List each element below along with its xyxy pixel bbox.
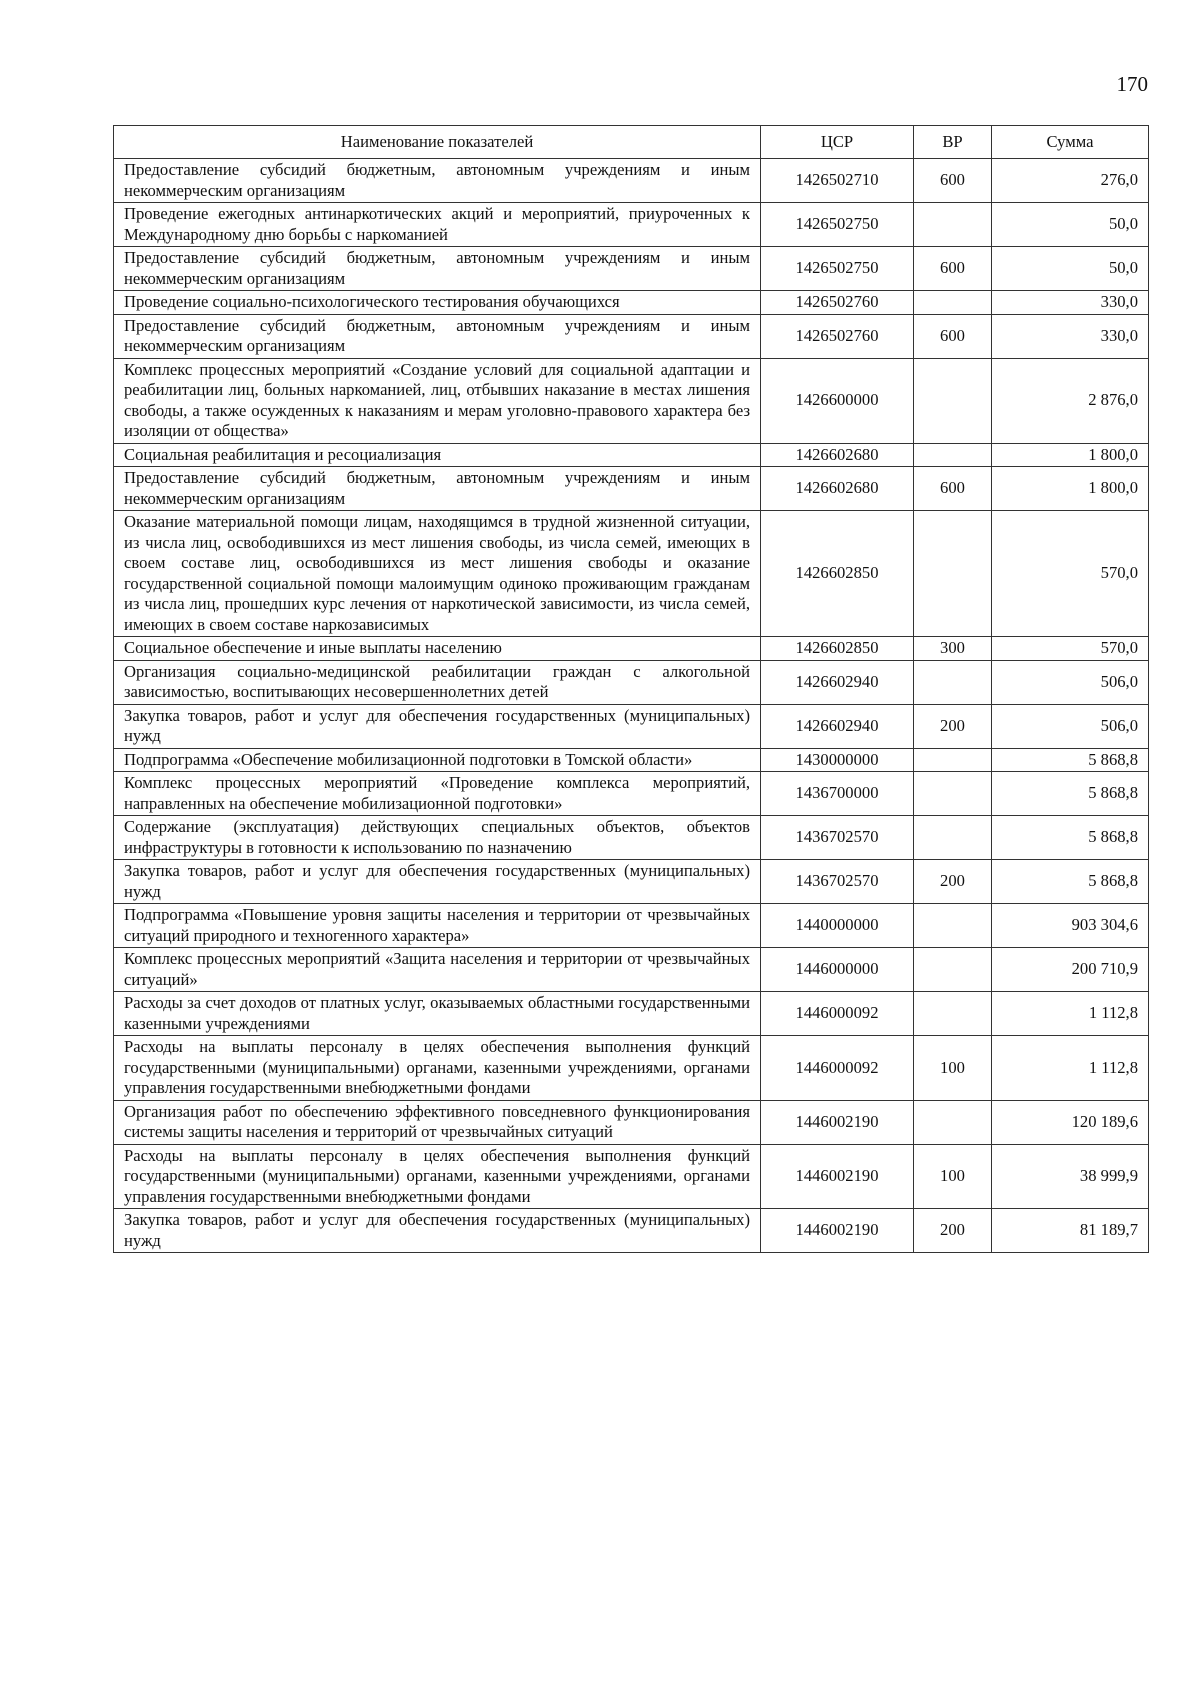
row-vr-cell: 600 bbox=[914, 314, 992, 358]
row-sum-cell: 1 112,8 bbox=[992, 1036, 1149, 1101]
row-name-cell: Проведение ежегодных антинаркотических акций и мероприятий, приуроченных к Международному дню борьбы с наркоманией bbox=[114, 203, 761, 247]
row-name-cell: Организация работ по обеспечению эффективного повседневного функционирования системы защиты населения и территорий от чрезвычайных ситуаций bbox=[114, 1100, 761, 1144]
row-csr-cell: 1426602680 bbox=[761, 467, 914, 511]
row-name-cell: Предоставление субсидий бюджетным, автономным учреждениям и иным некоммерческим организациям bbox=[114, 467, 761, 511]
row-name-cell: Оказание материальной помощи лицам, находящимся в трудной жизненной ситуации, из числа лиц, освободившихся из мест лишения свободы, из числа семей, имеющих в своем составе лиц, освободившихся из мест лишения свободы и оказание государственной социальной помощи малоимущим одиноко проживающим гражданам из числа лиц, прошедших курс лечения от наркотической зависимости, из числа семей, имеющих в своем составе наркозависимых bbox=[114, 511, 761, 637]
table-row bbox=[114, 314, 1149, 358]
row-name-cell: Социальная реабилитация и ресоциализация bbox=[114, 443, 761, 467]
row-name-cell: Расходы на выплаты персоналу в целях обеспечения выполнения функций государственными (муниципальными) органами, казенными учреждениями, органами управления государственными внебюджетными фондами bbox=[114, 1144, 761, 1209]
row-vr-cell: 600 bbox=[914, 247, 992, 291]
row-sum-cell: 200 710,9 bbox=[992, 948, 1149, 992]
row-name-cell: Закупка товаров, работ и услуг для обеспечения государственных (муниципальных) нужд bbox=[114, 1209, 761, 1253]
row-vr-cell: 200 bbox=[914, 860, 992, 904]
table-row bbox=[114, 203, 1149, 247]
row-vr-cell: 200 bbox=[914, 704, 992, 748]
table-body bbox=[114, 159, 1149, 1253]
row-vr-cell bbox=[914, 660, 992, 704]
row-sum-cell: 903 304,6 bbox=[992, 904, 1149, 948]
row-csr-cell: 1426602940 bbox=[761, 704, 914, 748]
row-csr-cell: 1446002190 bbox=[761, 1100, 914, 1144]
row-vr-cell: 600 bbox=[914, 159, 992, 203]
row-name-cell: Социальное обеспечение и иные выплаты населению bbox=[114, 637, 761, 661]
row-name-cell: Закупка товаров, работ и услуг для обеспечения государственных (муниципальных) нужд bbox=[114, 704, 761, 748]
table-row bbox=[114, 860, 1149, 904]
row-name-cell: Организация социально-медицинской реабилитации граждан с алкогольной зависимостью, воспитывающих несовершеннолетних детей bbox=[114, 660, 761, 704]
row-name-cell: Подпрограмма «Обеспечение мобилизационной подготовки в Томской области» bbox=[114, 748, 761, 772]
row-name-cell: Предоставление субсидий бюджетным, автономным учреждениям и иным некоммерческим организациям bbox=[114, 314, 761, 358]
row-vr-cell bbox=[914, 992, 992, 1036]
row-name-cell: Закупка товаров, работ и услуг для обеспечения государственных (муниципальных) нужд bbox=[114, 860, 761, 904]
table-row bbox=[114, 1144, 1149, 1209]
row-csr-cell: 1446002190 bbox=[761, 1144, 914, 1209]
row-csr-cell: 1426602680 bbox=[761, 443, 914, 467]
row-csr-cell: 1426502710 bbox=[761, 159, 914, 203]
table-row bbox=[114, 443, 1149, 467]
table-row bbox=[114, 159, 1149, 203]
header-sum: Сумма bbox=[992, 126, 1149, 159]
table-row bbox=[114, 358, 1149, 443]
row-vr-cell bbox=[914, 511, 992, 637]
row-sum-cell: 5 868,8 bbox=[992, 772, 1149, 816]
row-name-cell: Проведение социально-психологического тестирования обучающихся bbox=[114, 291, 761, 315]
row-csr-cell: 1426502760 bbox=[761, 291, 914, 315]
row-name-cell: Комплекс процессных мероприятий «Защита населения и территории от чрезвычайных ситуаций» bbox=[114, 948, 761, 992]
row-csr-cell: 1426602850 bbox=[761, 511, 914, 637]
row-vr-cell bbox=[914, 1100, 992, 1144]
row-name-cell: Комплекс процессных мероприятий «Создание условий для социальной адаптации и реабилитации лиц, больных наркоманией, лиц, отбывших наказание в местах лишения свободы, а также осужденных к наказаниям и мерам уголовно-правового характера без изоляции от общества» bbox=[114, 358, 761, 443]
row-sum-cell: 330,0 bbox=[992, 291, 1149, 315]
table-row bbox=[114, 992, 1149, 1036]
row-name-cell: Расходы на выплаты персоналу в целях обеспечения выполнения функций государственными (муниципальными) органами, казенными учреждениями, органами управления государственными внебюджетными фондами bbox=[114, 1036, 761, 1101]
row-vr-cell: 300 bbox=[914, 637, 992, 661]
table-row bbox=[114, 904, 1149, 948]
row-sum-cell: 81 189,7 bbox=[992, 1209, 1149, 1253]
row-sum-cell: 50,0 bbox=[992, 203, 1149, 247]
row-sum-cell: 570,0 bbox=[992, 637, 1149, 661]
row-name-cell: Предоставление субсидий бюджетным, автономным учреждениям и иным некоммерческим организациям bbox=[114, 159, 761, 203]
row-vr-cell bbox=[914, 443, 992, 467]
table-row bbox=[114, 1036, 1149, 1101]
row-vr-cell bbox=[914, 748, 992, 772]
table-row bbox=[114, 247, 1149, 291]
row-vr-cell: 600 bbox=[914, 467, 992, 511]
row-csr-cell: 1446000000 bbox=[761, 948, 914, 992]
row-sum-cell: 50,0 bbox=[992, 247, 1149, 291]
table-row bbox=[114, 816, 1149, 860]
row-name-cell: Подпрограмма «Повышение уровня защиты населения и территории от чрезвычайных ситуаций природного и техногенного характера» bbox=[114, 904, 761, 948]
table-row bbox=[114, 660, 1149, 704]
row-sum-cell: 1 800,0 bbox=[992, 467, 1149, 511]
row-sum-cell: 5 868,8 bbox=[992, 860, 1149, 904]
row-vr-cell bbox=[914, 948, 992, 992]
table-header-row bbox=[114, 126, 1149, 159]
row-csr-cell: 1426502750 bbox=[761, 247, 914, 291]
row-name-cell: Предоставление субсидий бюджетным, автономным учреждениям и иным некоммерческим организациям bbox=[114, 247, 761, 291]
row-csr-cell: 1436702570 bbox=[761, 816, 914, 860]
row-csr-cell: 1426602940 bbox=[761, 660, 914, 704]
row-csr-cell: 1436702570 bbox=[761, 860, 914, 904]
row-csr-cell: 1446000092 bbox=[761, 992, 914, 1036]
header-csr: ЦСР bbox=[761, 126, 914, 159]
row-name-cell: Расходы за счет доходов от платных услуг, оказываемых областными государственными казенными учреждениями bbox=[114, 992, 761, 1036]
row-sum-cell: 1 112,8 bbox=[992, 992, 1149, 1036]
row-csr-cell: 1446000092 bbox=[761, 1036, 914, 1101]
row-vr-cell: 100 bbox=[914, 1144, 992, 1209]
row-sum-cell: 506,0 bbox=[992, 660, 1149, 704]
table-row bbox=[114, 772, 1149, 816]
table-row bbox=[114, 291, 1149, 315]
row-sum-cell: 506,0 bbox=[992, 704, 1149, 748]
table-row bbox=[114, 637, 1149, 661]
row-csr-cell: 1426502750 bbox=[761, 203, 914, 247]
row-csr-cell: 1426600000 bbox=[761, 358, 914, 443]
table-row bbox=[114, 1100, 1149, 1144]
row-sum-cell: 330,0 bbox=[992, 314, 1149, 358]
header-vr: ВР bbox=[914, 126, 992, 159]
row-sum-cell: 1 800,0 bbox=[992, 443, 1149, 467]
row-csr-cell: 1446002190 bbox=[761, 1209, 914, 1253]
table-row bbox=[114, 1209, 1149, 1253]
row-vr-cell bbox=[914, 291, 992, 315]
row-vr-cell bbox=[914, 203, 992, 247]
row-name-cell: Комплекс процессных мероприятий «Проведение комплекса мероприятий, направленных на обеспечение мобилизационной подготовки» bbox=[114, 772, 761, 816]
table-row bbox=[114, 948, 1149, 992]
row-csr-cell: 1426602850 bbox=[761, 637, 914, 661]
row-sum-cell: 276,0 bbox=[992, 159, 1149, 203]
row-sum-cell: 38 999,9 bbox=[992, 1144, 1149, 1209]
row-csr-cell: 1426502760 bbox=[761, 314, 914, 358]
row-vr-cell: 100 bbox=[914, 1036, 992, 1101]
row-sum-cell: 120 189,6 bbox=[992, 1100, 1149, 1144]
row-csr-cell: 1436700000 bbox=[761, 772, 914, 816]
page-number: 170 bbox=[1116, 72, 1148, 96]
row-csr-cell: 1430000000 bbox=[761, 748, 914, 772]
table-row bbox=[114, 748, 1149, 772]
header-name: Наименование показателей bbox=[114, 126, 761, 159]
table-row bbox=[114, 704, 1149, 748]
row-vr-cell bbox=[914, 904, 992, 948]
table-row bbox=[114, 467, 1149, 511]
row-sum-cell: 2 876,0 bbox=[992, 358, 1149, 443]
row-csr-cell: 1440000000 bbox=[761, 904, 914, 948]
row-sum-cell: 5 868,8 bbox=[992, 816, 1149, 860]
row-vr-cell: 200 bbox=[914, 1209, 992, 1253]
row-vr-cell bbox=[914, 358, 992, 443]
row-sum-cell: 570,0 bbox=[992, 511, 1149, 637]
row-vr-cell bbox=[914, 772, 992, 816]
table-row bbox=[114, 511, 1149, 637]
row-sum-cell: 5 868,8 bbox=[992, 748, 1149, 772]
row-name-cell: Содержание (эксплуатация) действующих специальных объектов, объектов инфраструктуры в готовности к использованию по назначению bbox=[114, 816, 761, 860]
budget-table bbox=[113, 125, 1149, 1253]
row-vr-cell bbox=[914, 816, 992, 860]
